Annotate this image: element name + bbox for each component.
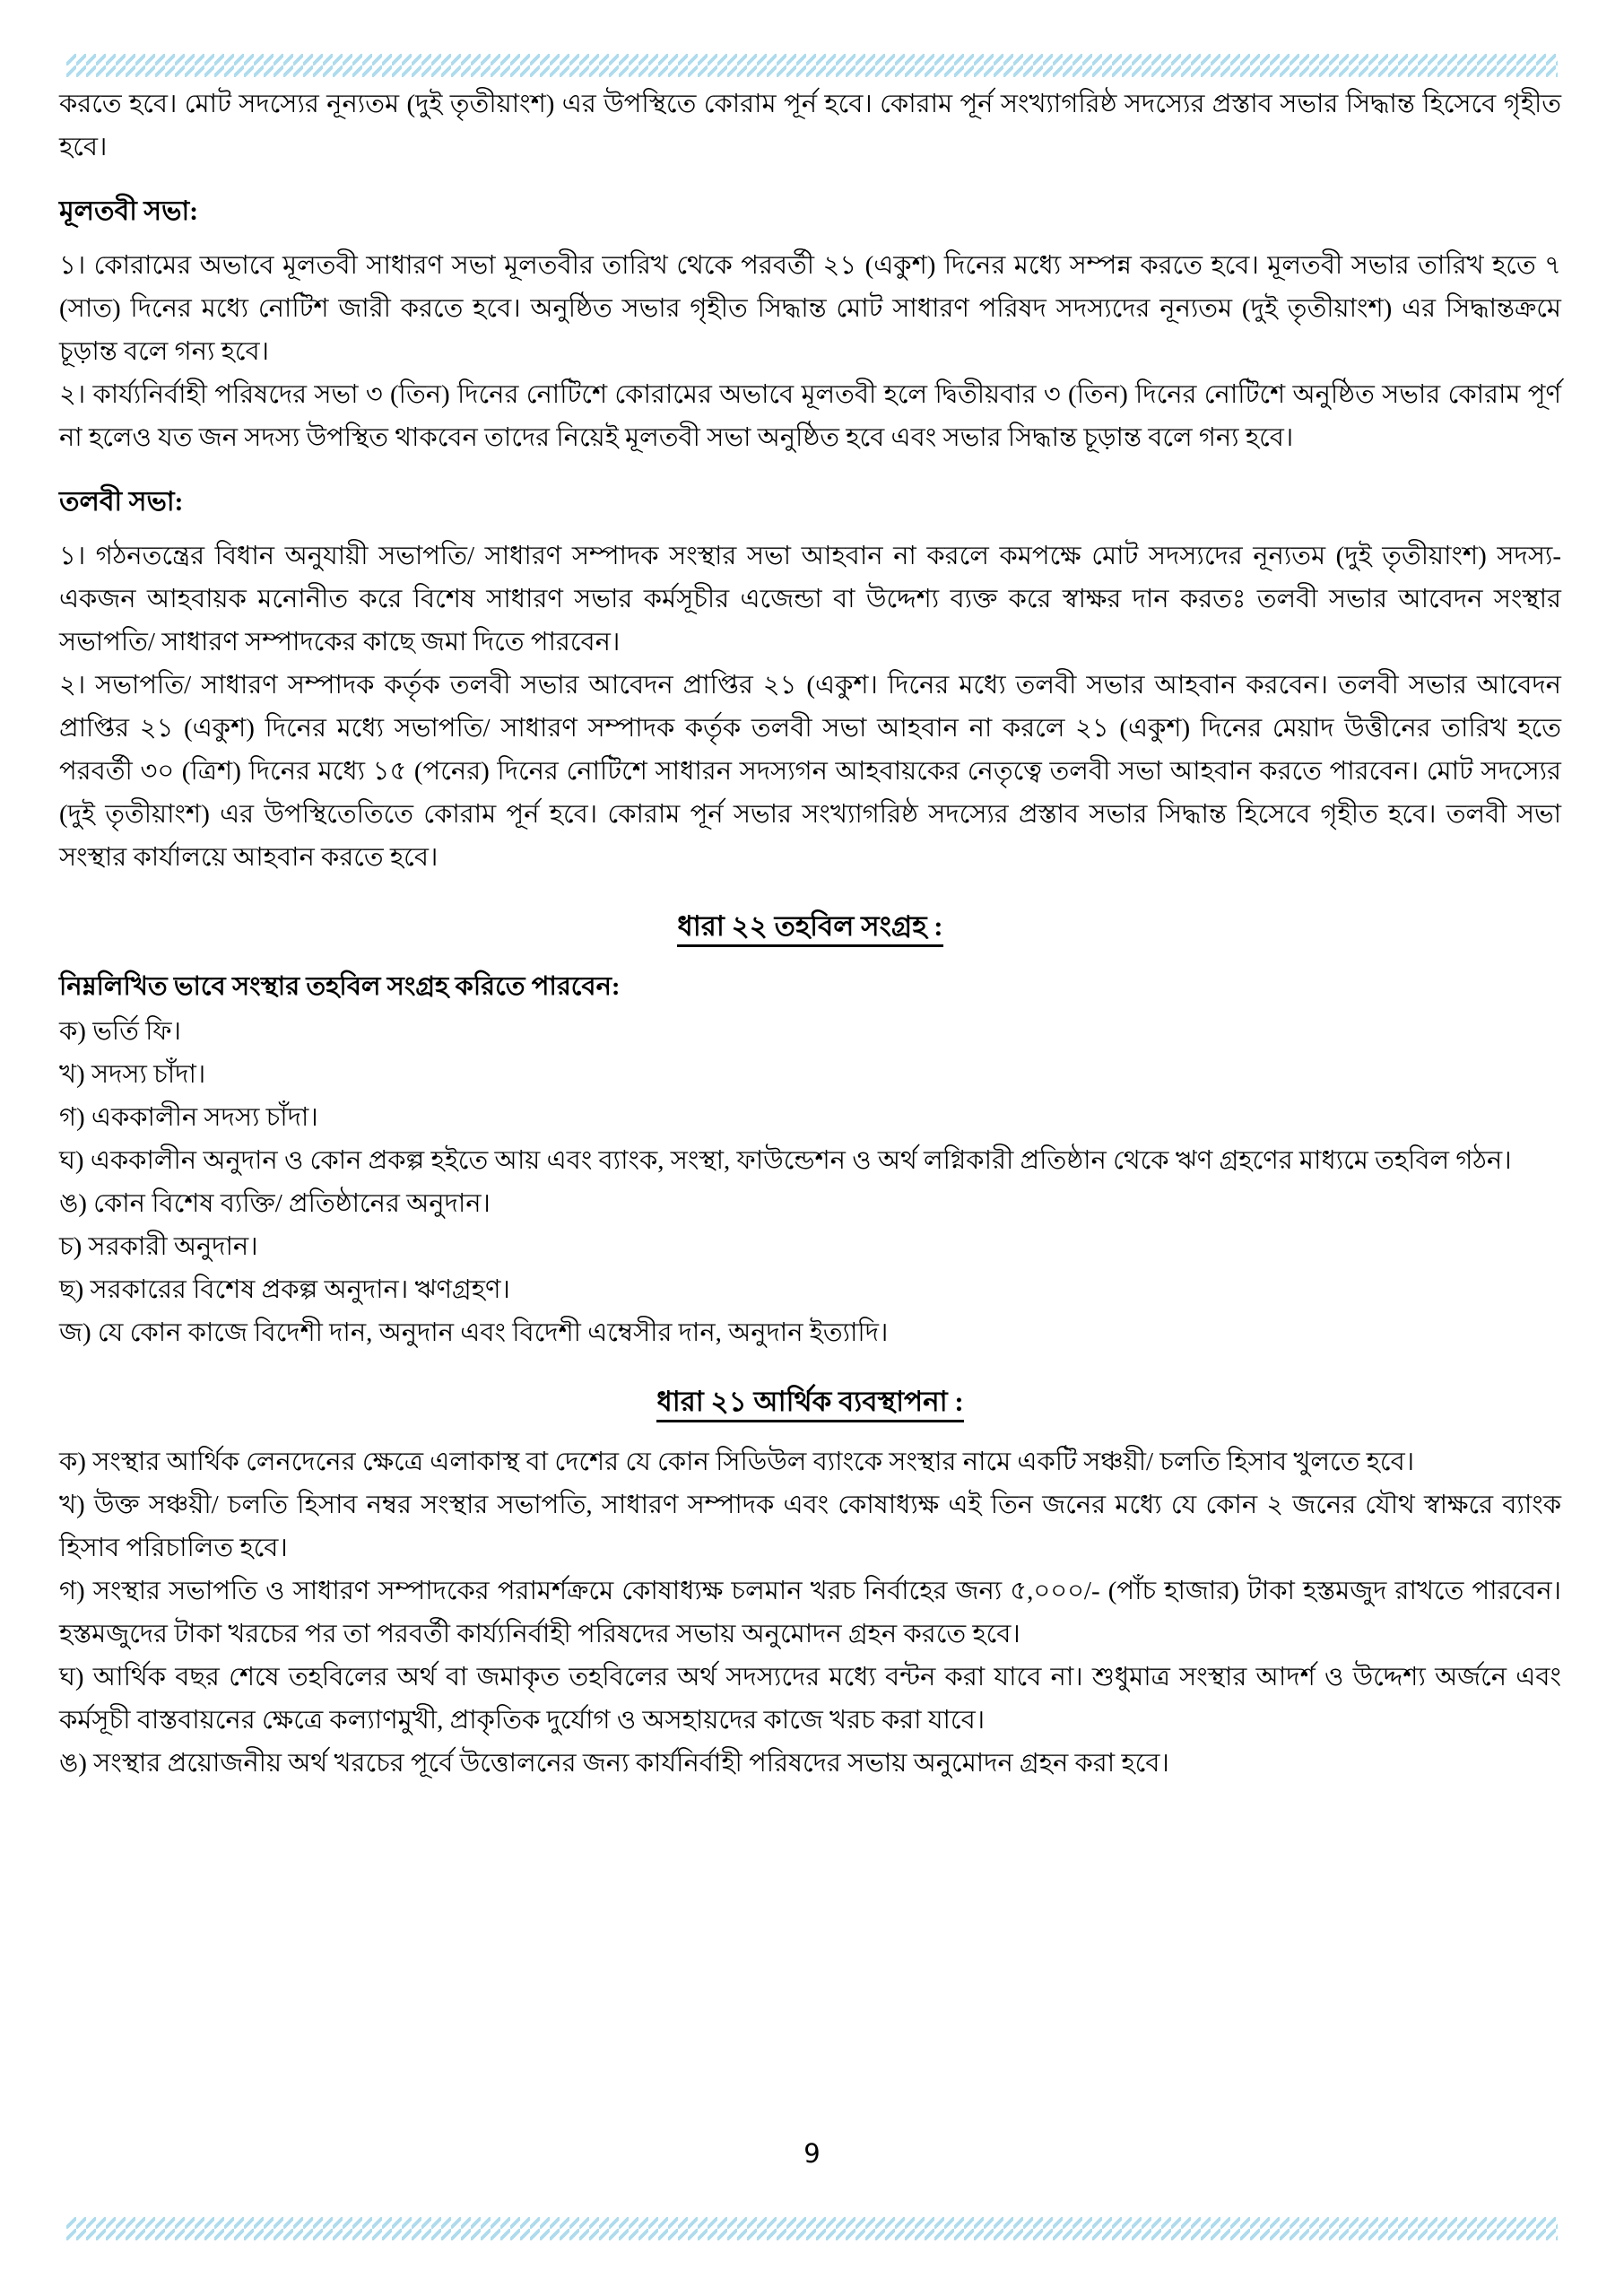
dhara22-item-ga: গ) এককালীন সদস্য চাঁদা।: [59, 1103, 318, 1132]
tolobi-item-2: ২। সভাপতি/ সাধারণ সম্পাদক কর্তৃক তলবী সভার আবেদন প্রাপ্তির ২১ (একুশ। দিনের মধ্যে তলবী সভার আহবান করবেন। তলবী সভার আবেদন প্রাপ্তির ২১ (একুশ) দিনের মধ্যে সভাপতি/ সাধারণ সম্পাদক কর্তৃক তলবী সভা আহবান না করলে ২১ (একুশ) দিনের মেয়াদ উত্তীনের তারিখ হতে পরবর্তী ৩০ (ত্রিশ) দিনের মধ্যে ১৫ (পনের) দিনের নোটিশে সাধারন সদস্যগন আহবায়কের নেতৃত্বে তলবী সভা আহবান করতে পারবেন। মোট সদস্যের (দুই তৃতীয়াংশ) এর উপস্থিতেতিতে কোরাম পূর্ন হবে। কোরাম পূর্ন সভার সংখ্যাগরিষ্ঠ সদস্যের প্রস্তাব সভার সিদ্ধান্ত হিসেবে গৃহীত হবে। তলবী সভা সংস্থার কার্যালয়ে আহবান করতে হবে।: [59, 671, 1561, 872]
dhara21-item-gha: ঘ) আর্থিক বছর শেষে তহবিলের অর্থ বা জমাকৃত তহবিলের অর্থ সদস্যদের মধ্যে বন্টন করা যাবে না। শুধুমাত্র সংস্থার আদর্শ ও উদ্দেশ্য অর্জনে এবং কর্মসূচী বাস্তবায়নের ক্ষেত্রে কল্যাণমুখী, প্রাকৃতিক দুর্যোগ ও অসহায়দের কাজে খরচ করা যাবে।: [59, 1663, 1561, 1735]
dhara22-item-kha: খ) সদস্য চাঁদা।: [59, 1060, 206, 1089]
dhara22-item-ka: ক) ভর্তি ফি।: [59, 1017, 181, 1046]
dhara22-item-gha: ঘ) এককালীন অনুদান ও কোন প্রকল্প হইতে আয় এবং ব্যাংক, সংস্থা, ফাউন্ডেশন ও অর্থ লগ্নিকারী প্রতিষ্ঠান থেকে ঋণ গ্রহণের মাধ্যমে তহবিল গঠন।: [59, 1146, 1512, 1175]
tolobi-item-1: ১। গঠনতন্ত্রের বিধান অনুযায়ী সভাপতি/ সাধারণ সম্পাদক সংস্থার সভা আহবান না করলে কমপক্ষে মোট সদস্যদের নূন্যতম (দুই তৃতীয়াংশ) সদস্য- একজন আহবায়ক মনোনীত করে বিশেষ সাধারণ সভার কর্মসূচীর এজেন্ডা বা উদ্দেশ্য ব্যক্ত করে স্বাক্ষর দান করতঃ তলবী সভার আবেদন সংস্থার সভাপতি/ সাধারণ সম্পাদকের কাছে জমা দিতে পারবেন।: [59, 542, 1561, 657]
page-content: [59, 83, 1561, 1785]
section-heading-dhara-21: [59, 1381, 1561, 1422]
section-heading-multobi-sobha: মূলতবী সভা:: [59, 196, 199, 226]
dhara21-item-kha: খ) উক্ত সঞ্চয়ী/ চলতি হিসাব নম্বর সংস্থার সভাপতি, সাধারণ সম্পাদক এবং কোষাধ্যক্ষ এই তিন জনের মধ্যে যে কোন ২ জনের যৌথ স্বাক্ষরে ব্যাংক হিসাব পরিচালিত হবে।: [59, 1491, 1561, 1562]
bottom-border-decoration: [66, 2217, 1558, 2240]
page-number: 9: [803, 2138, 821, 2169]
dhara22-item-ja: জ) যে কোন কাজে বিদেশী দান, অনুদান এবং বিদেশী এম্বেসীর দান, অনুদান ইত্যাদি।: [59, 1318, 889, 1347]
dhara21-item-ga: গ) সংস্থার সভাপতি ও সাধারণ সম্পাদকের পরামর্শক্রমে কোষাধ্যক্ষ চলমান খরচ নির্বাহের জন্য ৫,০০০/- (পাঁচ হাজার) টাকা হস্তমজুদ রাখতে পারবেন। হস্তমজুদের টাকা খরচের পর তা পরবর্তী কার্য্যনির্বাহী পরিষদের সভায় অনুমোদন গ্রহন করতে হবে।: [59, 1577, 1561, 1648]
section-heading-dhara-22: [59, 906, 1561, 947]
multobi-item-2: ২। কার্য্যনির্বাহী পরিষদের সভা ৩ (তিন) দিনের নোটিশে কোরামের অভাবে মূলতবী হলে দ্বিতীয়বার ৩ (তিন) দিনের নোটিশে অনুষ্ঠিত সভার কোরাম পূর্ণ না হলেও যত জন সদস্য উপস্থিত থাকবেন তাদের নিয়েই মূলতবী সভা অনুষ্ঠিত হবে এবং সভার সিদ্ধান্ত চূড়ান্ত বলে গন্য হবে।: [59, 380, 1561, 452]
dhara22-item-cha: ছ) সরকারের বিশেষ প্রকল্প অনুদান। ঋণগ্রহণ।: [59, 1275, 510, 1304]
multobi-item-1: ১। কোরামের অভাবে মূলতবী সাধারণ সভা মূলতবীর তারিখ থেকে পরবর্তী ২১ (একুশ) দিনের মধ্যে সম্পন্ন করতে হবে। মূলতবী সভার তারিখ হতে ৭ (সাত) দিনের মধ্যে নোটিশ জারী করতে হবে। অনুষ্ঠিত সভার গৃহীত সিদ্ধান্ত মোট সাধারণ পরিষদ সদস্যদের নূন্যতম (দুই তৃতীয়াংশ) এর সিদ্ধান্তক্রমে চূড়ান্ত বলে গন্য হবে।: [59, 251, 1561, 366]
dhara22-item-uma: ঙ) কোন বিশেষ ব্যক্তি/ প্রতিষ্ঠানের অনুদান।: [59, 1189, 491, 1218]
dhara21-item-ka: ক) সংস্থার আর্থিক লেনদেনের ক্ষেত্রে এলাকাস্থ বা দেশের যে কোন সিডিউল ব্যাংকে সংস্থার নামে একটি সঞ্চয়ী/ চলতি হিসাব খুলতে হবে।: [59, 1448, 1415, 1476]
dhara22-lead: নিম্নলিখিত ভাবে সংস্থার তহবিল সংগ্রহ করিতে পারবেন:: [59, 972, 621, 1001]
dhara-21-title: ধারা ২১ আর্থিক ব্যবস্থাপনা :: [656, 1386, 963, 1422]
intro-paragraph: করতে হবে। মোট সদস্যের নূন্যতম (দুই তৃতীয়াংশ) এর উপস্থিতে কোরাম পূর্ন হবে। কোরাম পূর্ন সংখ্যাগরিষ্ঠ সদস্যের প্রস্তাব সভার সিদ্ধান্ত হিসেবে গৃহীত হবে।: [59, 90, 1561, 161]
dhara22-item-ca: চ) সরকারী অনুদান।: [59, 1232, 258, 1261]
dhara-22-title: ধারা ২২ তহবিল সংগ্রহ :: [677, 910, 942, 947]
top-border-decoration: [66, 54, 1558, 77]
section-heading-tolobi-sobha: তলবী সভা:: [59, 487, 184, 517]
dhara21-item-uma: ঙ) সংস্থার প্রয়োজনীয় অর্থ খরচের পূর্বে উত্তোলনের জন্য কার্যনির্বাহী পরিষদের সভায় অনুমোদন গ্রহন করা হবে।: [59, 1749, 1169, 1778]
